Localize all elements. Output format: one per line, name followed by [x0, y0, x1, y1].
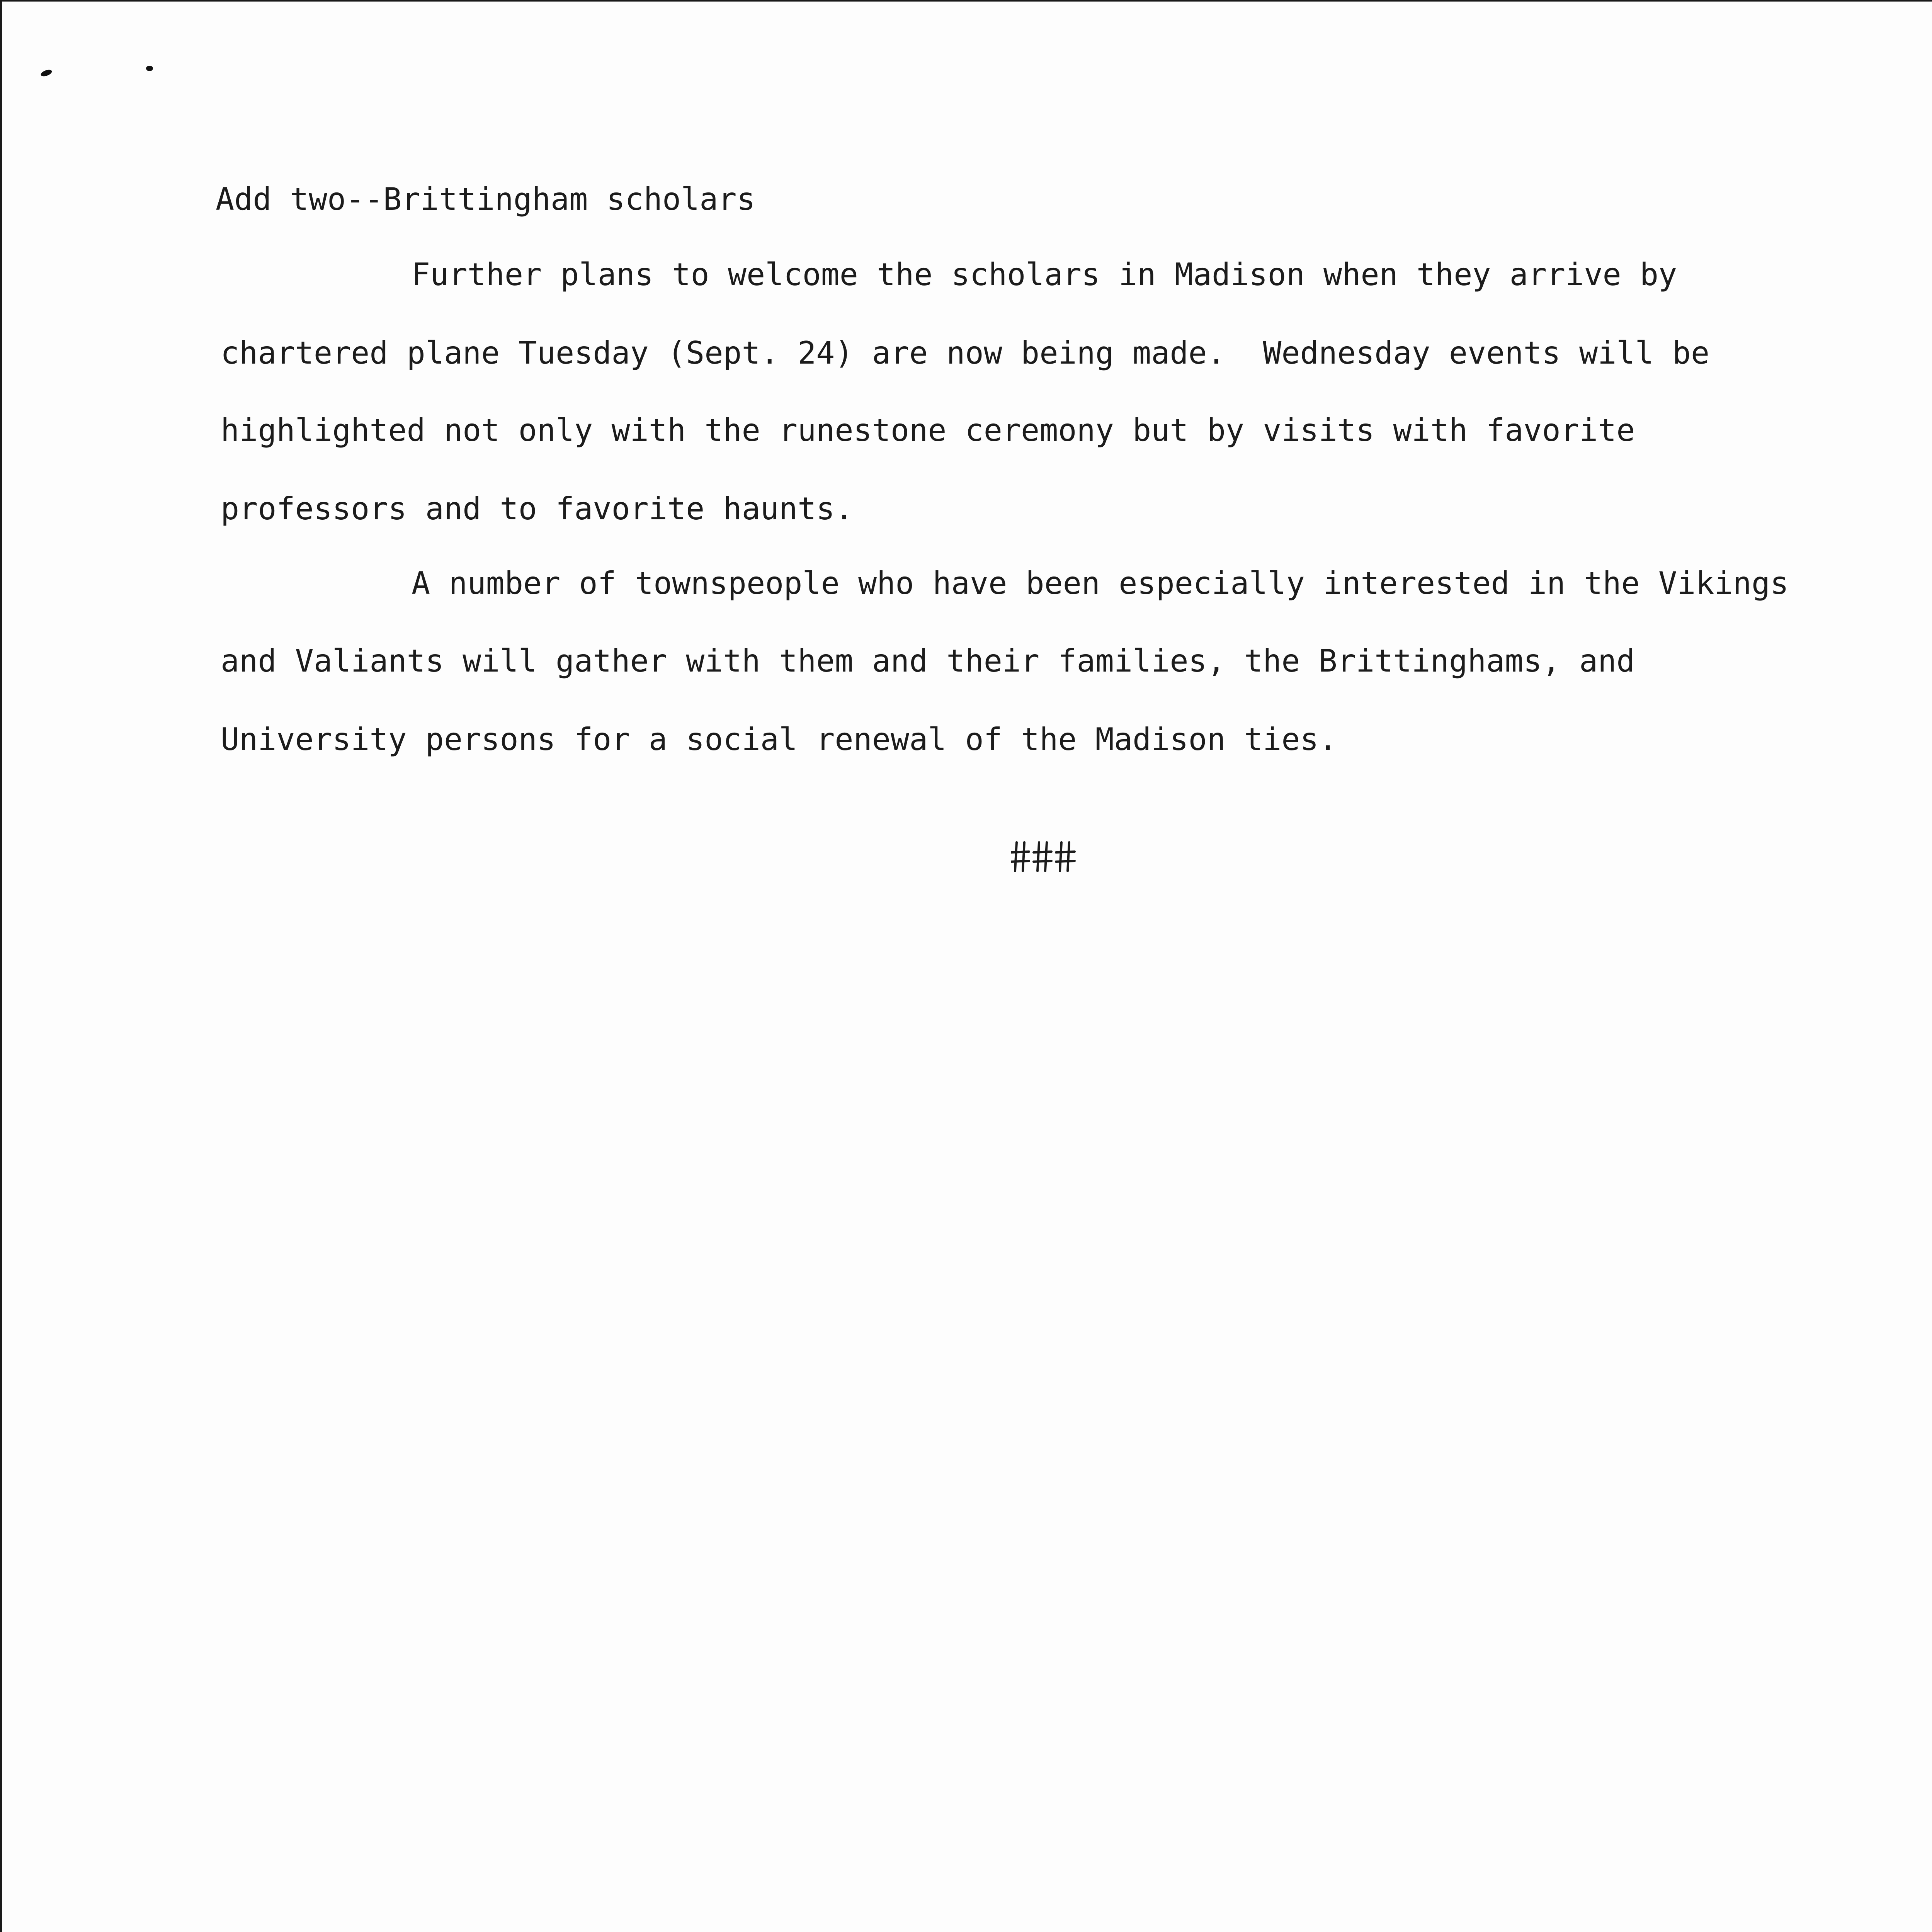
- end-mark: [1011, 841, 1077, 872]
- paragraph-2-line-2: and Valiants will gather with them and their families, the Brittinghams, and: [221, 643, 1635, 679]
- paragraph-1-line-3: highlighted not only with the runestone ceremony but by visits with favorite: [221, 412, 1635, 448]
- paragraph-1-line-4: professors and to favorite haunts.: [221, 491, 854, 527]
- ink-speck: [146, 66, 153, 71]
- ink-speck: [40, 68, 53, 77]
- paragraph-1-line-1: Further plans to welcome the scholars in Madison when they arrive by: [412, 257, 1677, 293]
- paragraph-1-line-2: chartered plane Tuesday (Sept. 24) are now being made. Wednesday events will be: [221, 335, 1710, 371]
- paragraph-2-line-1: A number of townspeople who have been especially interested in the Vikings: [412, 565, 1789, 601]
- story-slug: Add two--Brittingham scholars: [216, 181, 755, 217]
- paragraph-2-line-3: University persons for a social renewal of the Madison ties.: [221, 721, 1337, 757]
